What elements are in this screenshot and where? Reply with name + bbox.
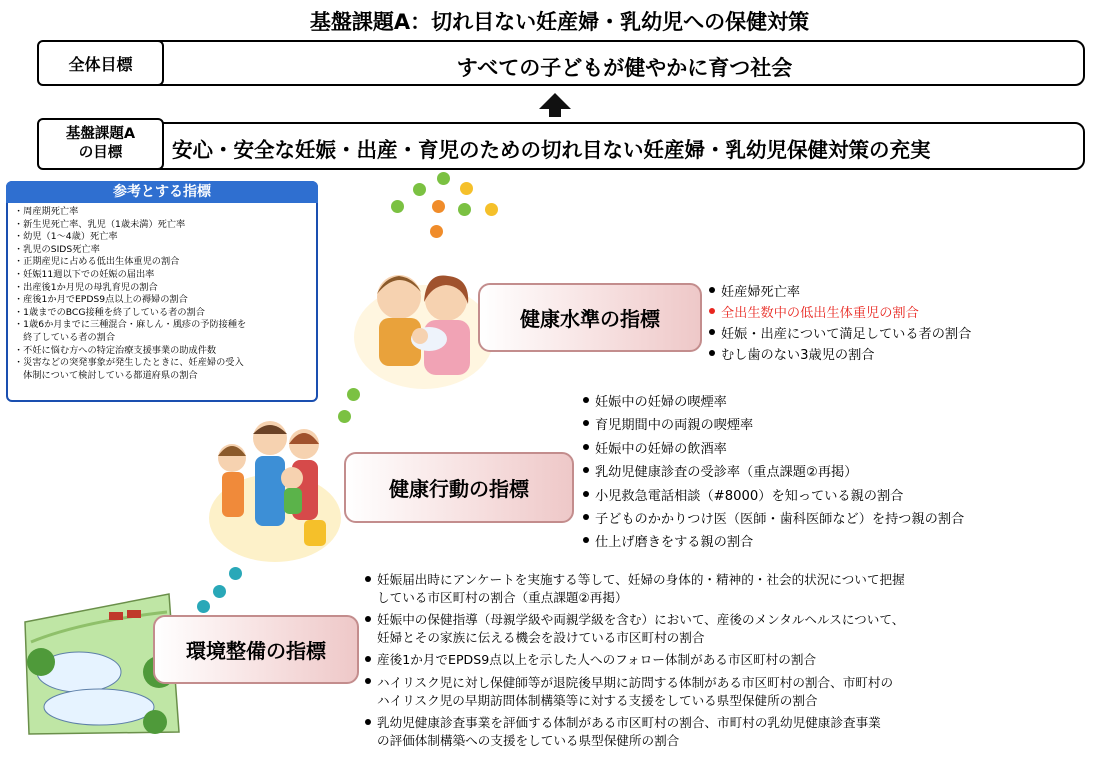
list-item <box>365 571 905 606</box>
list-item <box>583 531 964 554</box>
list-item <box>583 438 964 461</box>
list-item <box>709 303 971 324</box>
list-item-text: 育児期間中の両親の喫煙率 <box>595 418 754 434</box>
list-item <box>583 485 964 508</box>
list-item-text: 妊婦とその家族に伝える機会を設けている市区町村の割合 <box>377 629 705 645</box>
list-item-text: 産後1か月でEPDS9点以上を示した人へのフォロー体制がある市区町村の割合 <box>377 652 817 668</box>
ball-icon <box>229 567 242 580</box>
list-item-text: 全出生数中の低出生体重児の割合 <box>721 306 919 321</box>
list-item-text: むし歯のない3歳児の割合 <box>721 348 875 363</box>
list-item <box>709 324 971 345</box>
list-item: ・妊娠11週以下での妊娠の届出率 <box>14 268 155 280</box>
list-item <box>365 651 905 669</box>
base-goal-label <box>37 118 164 170</box>
list-item: ・周産期死亡率 <box>14 206 79 217</box>
page-title: 基盤課題A：切れ目ない妊産婦・乳幼児への保健対策 <box>309 10 810 34</box>
list-item: ・産後1か月でEPDS9点以上の褥婦の割合 <box>14 294 188 306</box>
list-item-text: 仕上げ磨きをする親の割合 <box>595 535 754 551</box>
health-level-list <box>709 282 971 366</box>
health-behavior-list <box>583 391 964 555</box>
list-item <box>583 391 964 414</box>
up-arrow-icon <box>535 91 575 119</box>
list-item: ・1歳までのBCG接種を終了している者の割合 <box>14 306 205 318</box>
ball-icon <box>432 200 445 213</box>
health-level-label: 健康水準の指標 <box>478 283 702 352</box>
overall-goal-label: 全体目標 <box>37 40 164 86</box>
list-item-text: ハイリスク児の早期訪問体制構築等に対する支援をしている県型保健所の割合 <box>377 692 818 708</box>
list-item <box>709 282 971 303</box>
environment-label: 環境整備の指標 <box>153 615 359 684</box>
reference-title: 参考とする指標 <box>6 181 318 203</box>
list-item-text: している市区町村の割合（重点課題②再掲） <box>377 589 628 605</box>
list-item <box>583 508 964 531</box>
list-item: ・幼児（1～4歳）死亡率 <box>14 231 118 243</box>
overall-goal-text: すべての子どもが健やかに育つ社会 <box>456 56 793 80</box>
list-item-text: 小児救急電話相談（#8000）を知っている親の割合 <box>595 488 904 504</box>
list-item-text: ハイリスク児に対し保健師等が退院後早期に訪問する体制がある市区町村の割合、市町村の <box>377 674 894 690</box>
list-item <box>583 414 964 437</box>
ball-icon <box>197 600 210 613</box>
list-item-text: 妊娠中の妊婦の飲酒率 <box>595 441 727 457</box>
list-item <box>583 461 964 484</box>
family-baby-illustration <box>344 242 494 392</box>
base-goal-label-line2: の目標 <box>78 145 123 161</box>
list-item-text: 乳幼児健康診査事業を評価する体制がある市区町村の割合、市町村の乳幼児健康診査事業 <box>377 715 881 731</box>
list-item: ・出産後1か月児の母乳育児の割合 <box>14 281 158 293</box>
list-item: ・乳児のSIDS死亡率 <box>14 243 100 255</box>
list-item: ・不妊に悩む方への特定治療支援事業の助成件数 <box>14 344 217 356</box>
list-item <box>365 611 905 646</box>
list-item: ・災害などの突発事象が発生したときに、妊産婦の受入 <box>14 357 244 369</box>
ball-icon <box>485 203 498 216</box>
list-item <box>709 345 971 366</box>
list-item-text: 妊娠中の妊婦の喫煙率 <box>595 395 727 410</box>
ball-icon <box>391 200 404 213</box>
ball-icon <box>213 585 226 598</box>
base-goal-text: 安心・安全な妊娠・出産・育児のための切れ目ない妊産婦・乳幼児保健対策の充実 <box>172 138 931 162</box>
list-item <box>365 714 905 749</box>
list-item-text: の評価体制構築への支援をしている県型保健所の割合 <box>377 732 680 748</box>
list-item <box>365 674 905 709</box>
family-illustration <box>200 408 350 566</box>
ball-icon <box>413 183 426 196</box>
environment-list <box>365 571 905 749</box>
health-behavior-label: 健康行動の指標 <box>344 452 574 523</box>
reference-list <box>14 206 314 382</box>
list-item-text: 子どものかかりつけ医（医師・歯科医師など）を持つ親の割合 <box>595 512 965 528</box>
list-item: ・正期産児に占める低出生体重児の割合 <box>14 256 180 268</box>
ball-icon <box>460 182 473 195</box>
list-item-text: 妊娠中の保健指導（母親学級や両親学級を含む）において、産後のメンタルヘルスについて、 <box>377 612 905 628</box>
list-item-text: 妊娠届出時にアンケートを実施する等して、妊婦の身体的・精神的・社会的状況について把握 <box>377 572 905 587</box>
list-item-text: 妊娠・出産について満足している者の割合 <box>721 327 972 342</box>
list-item: 終了している者の割合 <box>14 331 116 343</box>
ball-icon <box>430 225 443 238</box>
list-item: ・新生児死亡率、乳児（1歳未満）死亡率 <box>14 218 186 230</box>
list-item-text: 妊産婦死亡率 <box>721 285 801 300</box>
list-item-text: 乳幼児健康診査の受診率（重点課題②再掲） <box>595 465 858 481</box>
list-item: 体制について検討している都道府県の割合 <box>14 369 198 381</box>
ball-icon <box>437 172 450 185</box>
list-item: ・1歳6か月までに三種混合・麻しん・風疹の予防接種を <box>14 319 247 331</box>
base-goal-label-line1: 基盤課題A <box>65 126 136 142</box>
ball-icon <box>458 203 471 216</box>
